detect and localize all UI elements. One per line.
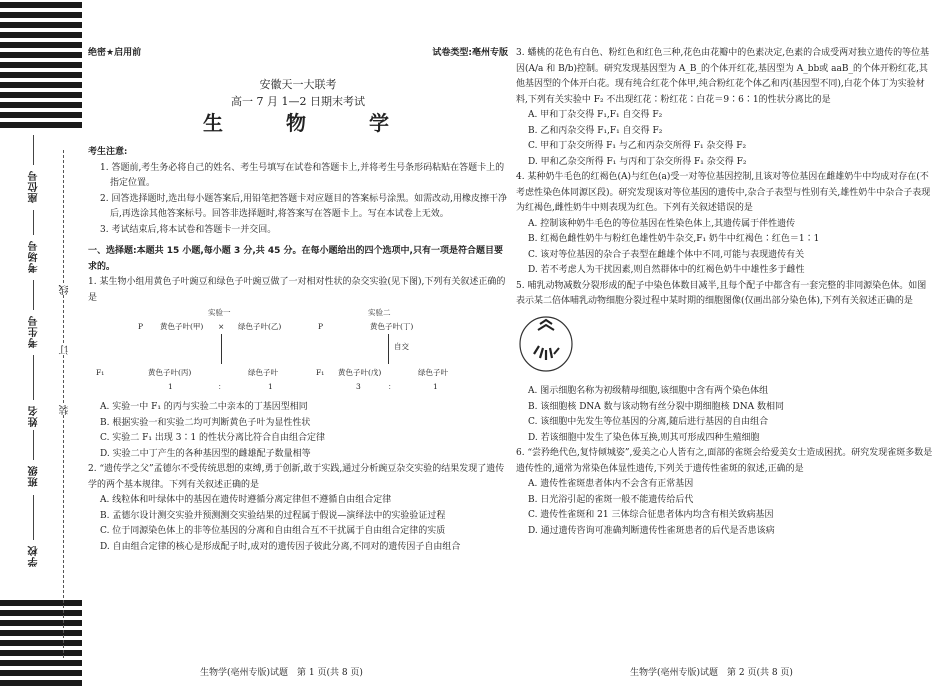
q3-option-a: A. 甲和丁杂交得 F₁,F₁ 自交得 F₂ [528,110,663,120]
section-heading: 一、选择题:本题共 15 小题,每小题 3 分,共 45 分。在每小题给出的四个选项中,只有一项是符合题目要求的。 [88,246,503,272]
ratio-1a: 1 [168,382,173,391]
ratio-1b: 1 [268,382,273,391]
cut-mark-staple: 装 [60,405,71,415]
q4-option-d: D. 若不考虑人为干扰因素,则自然群体中的红褐色奶牛中雄性多于雌性 [528,265,805,275]
p1b: 绿色子叶(乙) [238,322,282,331]
confidential-label: 绝密★启用前 [88,48,142,58]
ratio-1-colon: ： [218,382,226,391]
q2-option-d: D. 自由组合定律的核心是形成配子时,成对的遗传因子彼此分离,不同对的遗传因子自由组合 [100,541,461,552]
subject-title: 生 物 学 [203,110,417,135]
binding-strip [0,0,84,688]
ratio-2b: 1 [433,382,438,391]
cell-diagram [516,314,576,374]
q1-stem: 1. 某生物小组用黄色子叶豌豆和绿色子叶豌豆做了一对相对性状的杂交实验(见下图),下列有关叙述正确的是 [88,277,506,303]
q2-option-c: C. 位于同源染色体上的非等位基因的分离和自由组合互不干扰属于自由组合定律的实质 [100,526,446,536]
q6-option-d: D. 通过遗传咨询可准确判断遗传性雀斑患者的后代是否患该病 [528,525,775,536]
label-class: 班级 [29,465,40,487]
note-item: 3. 考试结束后,将本试卷和答题卡一并交回。 [100,224,277,235]
q5-stem: 5. 哺乳动物减数分裂形成的配子中染色体数目减半,且每个配子中都含有一套完整的非同源染色体。如图表示某二倍体哺乳动物细胞分裂过程中某时期的细胞图像(仅画出部分染色体),下列有关叙述正确的是 [516,280,927,306]
label-school: 学校 [29,545,40,567]
q1-diagram [88,308,508,398]
q4-stem: 4. 某种奶牛毛色的红褐色(A)与红色(a)受一对等位基因控制,且该对等位基因在雌雄奶牛中均成对存在(不考虑性染色体同源区段)。研究发现该对等位基因的遗传中,杂合子表型与性别有关,雄性奶牛中杂合子表现为红褐色,雌性奶牛中则表现为红色。下列有关叙述错误的是 [516,172,931,213]
q1-option-c: C. 实验二 F₁ 出现 3∶1 的性状分离比符合自由组合定律 [100,433,326,443]
exp1-label: 实验一 [208,308,231,317]
label-candidate-number: 考生号 [29,315,40,348]
cross-symbol: × [218,322,225,331]
q3-option-b: B. 乙和丙杂交得 F₁,F₁ 自交得 F₂ [528,125,663,136]
footer-page-2: 生物学(亳州专版)试题 第 2 页(共 8 页) [630,668,793,678]
q1-option-d: D. 实验二中丁产生的各种基因型的雌雄配子数量相等 [100,448,311,459]
footer-page-1: 生物学(亳州专版)试题 第 1 页(共 8 页) [200,668,363,678]
note-item: 2. 回答选择题时,选出每小题答案后,用铅笔把答题卡对应题目的答案标号涂黑。如需改动,用橡皮擦干净后,再选涂其他答案标号。回答非选择题时,将答案写在答题卡上。写在本试卷上无效。 [100,193,508,219]
p-label: P [138,322,144,331]
f2a: 黄色子叶(戊) [338,368,382,377]
f1-label: F₁ [96,368,105,377]
q6-stem: 6. “尝矜绝代色,复恃倾城姿”,爱美之心人皆有之,面部的雀斑会给爱美女士造成困扰。研究发现雀斑多数是遗传性的,通常为常染色体显性遗传,下列关于遗传性雀斑的叙述,正确的是 [516,448,933,474]
label-seat-number: 座位号 [29,170,40,203]
q5-option-d: D. 若该细胞中发生了染色体互换,则其可形成四种生殖细胞 [528,432,760,443]
self-cross-label: 自交 [394,342,409,351]
p1a: 黄色子叶(甲) [160,322,204,331]
q5-option-c: C. 该细胞中先发生等位基因的分离,随后进行基因的自由组合 [528,417,769,427]
label-exam-room: 考场号 [29,240,40,273]
note-item: 1. 答题前,考生务必将自己的姓名、考生号填写在试卷和答题卡上,并将考生号条形码粘贴在答题卡上的指定位置。 [100,162,505,188]
q2-option-b: B. 孟德尔设计测交实验并预测测交实验结果的过程属于假说—演绎法中的实验验证过程 [100,510,446,521]
p-label-2: P [318,322,324,331]
q4-option-c: C. 该对等位基因的杂合子表型在雌雄个体中不同,可能与表现遗传有关 [528,249,805,260]
notes-heading: 考生注意: [88,147,128,157]
q3-stem: 3. 蟠桃的花色有白色、粉红色和红色三种,花色由花瓣中的色素决定,色素的合成受两对独立遗传的等位基因(A/a 和 B/b)控制。研究发现基因型为 A_B_的个体开红花,基因型为 A_bb或 aaB_的个体开粉红花,其他基因型的个体开白花。现有纯合红花个体甲,纯合粉红花个体乙和丙(基因型不同),白花个体丁为实验材料,下列有关实验中 F₂ 不出现红花∶粉红花∶白花＝9∶6∶1的性状分离比的是 [516,48,930,105]
q6-option-b: B. 日光浴引起的雀斑一般不能遗传给后代 [528,494,694,505]
exp2-label: 实验二 [368,308,391,317]
f1-label-2: F₁ [316,368,325,377]
f2b: 绿色子叶 [418,368,448,377]
cut-line [63,150,64,658]
q3-option-c: C. 甲和丁杂交所得 F₁ 与乙和丙杂交所得 F₁ 杂交得 F₂ [528,141,747,151]
cut-mark-bind: 订 [60,345,71,355]
exam-org: 安徽天一大联考 [259,77,337,91]
q4-option-a: A. 控制该种奶牛毛色的等位基因在性染色体上,其遗传属于伴性遗传 [528,218,796,229]
q6-option-c: C. 遗传性雀斑和 21 三体综合征患者体内均含有相关致病基因 [528,510,774,520]
ratio-2-colon: ： [388,382,396,391]
q2-stem: 2. “遗传学之父”孟德尔不受传统思想的束缚,勇于创新,敢于实践,通过分析豌豆杂交实验的结果发现了遗传学的两个基本规律。下列有关叙述正确的是 [88,464,505,490]
label-name: 姓名 [29,405,40,427]
q2-option-a: A. 线粒体和叶绿体中的基因在遗传时遵循分离定律但不遵循自由组合定律 [100,495,392,505]
q5-option-a: A. 图示细胞名称为初级精母细胞,该细胞中含有两个染色体组 [528,386,769,396]
q4-option-b: B. 红褐色雌性奶牛与粉红色雄性奶牛杂交,F₁ 奶牛中红褐色∶红色＝1∶1 [528,234,820,244]
q6-option-a: A. 遗传性雀斑患者体内不会含有正常基因 [528,479,694,489]
q1-option-b: B. 根据实验一和实验二均可判断黄色子叶为显性性状 [100,417,311,428]
left-column [88,46,508,555]
q3-option-d: D. 甲和乙杂交所得 F₁ 与丙和丁杂交所得 F₁ 杂交得 F₂ [528,156,747,167]
cut-mark-line: 线 [60,285,71,295]
f1b: 绿色子叶 [248,368,278,377]
ratio-2a: 3 [356,382,361,391]
exam-name: 高一 7 月 1—2 日期末考试 [231,94,365,108]
p2: 黄色子叶(丁) [370,322,414,331]
q5-option-b: B. 该细胞核 DNA 数与该动物有丝分裂中期细胞核 DNA 数相同 [528,401,784,412]
q1-option-a: A. 实验一中 F₁ 的丙与实验二中亲本的丁基因型相同 [100,402,308,412]
right-column [516,46,934,539]
paper-type: 试卷类型:亳州专版 [432,48,508,58]
f1a: 黄色子叶(丙) [148,368,192,377]
